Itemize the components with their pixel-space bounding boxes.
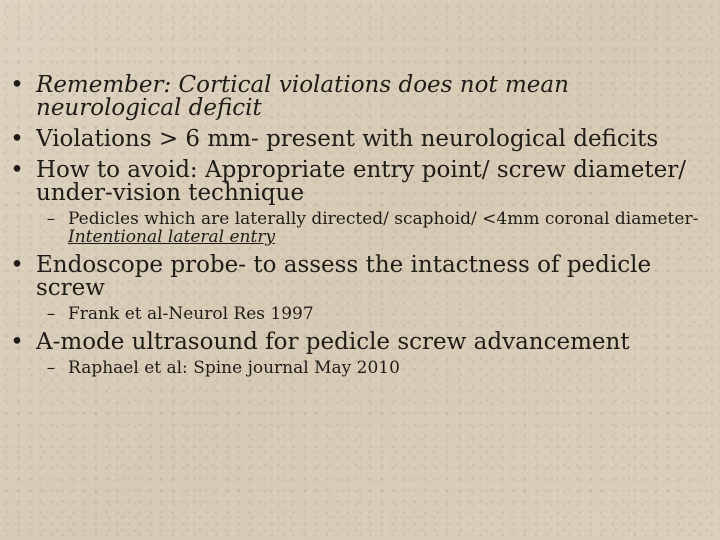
- bullet-marker: •: [10, 329, 24, 355]
- bullet-item-4: [6, 254, 706, 300]
- bullet-item-2: [6, 128, 706, 151]
- bullet-text: How to avoid: Appropriate entry point/ screw diameter/ under-vision technique: [36, 157, 686, 206]
- bullet-item-5: [6, 331, 706, 354]
- bullet-text: Violations > 6 mm- present with neurological deficits: [36, 126, 659, 152]
- bullet-item-3: [6, 159, 706, 205]
- sub-bullet-item-3-1: [6, 210, 706, 246]
- bullet-marker: •: [10, 157, 24, 183]
- sub-bullet-text: Pedicles which are laterally directed/ scaphoid/ <4mm coronal diameter-: [68, 209, 699, 229]
- sub-bullet-item-4-1: [6, 305, 706, 323]
- bullet-text: Remember: Cortical violations does not mean neurological deficit: [36, 72, 569, 121]
- sub-bullet-text: Raphael et al: Spine journal May 2010: [68, 358, 400, 378]
- bullet-list: [6, 74, 706, 385]
- sub-bullet-marker: –: [46, 358, 56, 378]
- sub-bullet-marker: –: [46, 304, 56, 324]
- sub-bullet-marker: –: [46, 209, 56, 229]
- sub-bullet-item-5-1: [6, 359, 706, 377]
- bullet-text: A-mode ultrasound for pedicle screw advancement: [36, 329, 630, 355]
- sub-bullet-emphasis: Intentional lateral entry: [68, 227, 276, 247]
- bullet-marker: •: [10, 126, 24, 152]
- bullet-marker: •: [10, 252, 24, 278]
- bullet-text: Endoscope probe- to assess the intactness of pedicle screw: [36, 252, 652, 301]
- sub-bullet-text: Frank et al-Neurol Res 1997: [68, 304, 314, 324]
- bullet-item-1: [6, 74, 706, 120]
- bullet-marker: •: [10, 72, 24, 98]
